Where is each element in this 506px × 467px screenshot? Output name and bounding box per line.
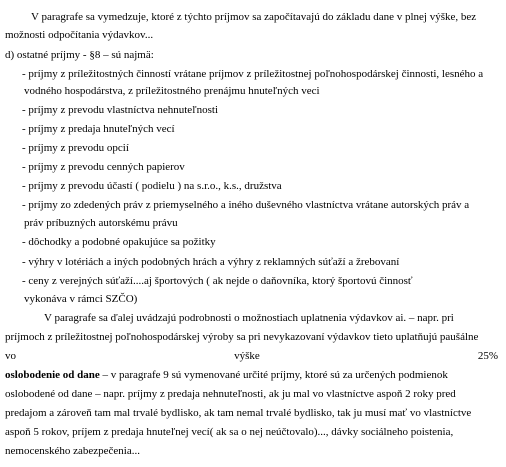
para2-word-percent: 25% <box>477 350 498 362</box>
section-d-heading: d) ostatné príjmy - §8 – sú najmä: <box>5 49 154 61</box>
list-item: - príjmy z predaja hnuteľných vecí <box>22 123 175 135</box>
list-item: - ceny z verejných súťaží....aj športových ( ak nejde o daňovníka, ktorý športovú činnosť <box>22 275 413 287</box>
list-item: - príjmy z prevodu účastí ( podielu ) na s.r.o., k.s., družstva <box>22 180 282 192</box>
list-item: - výhry v lotériách a iných podobných hrách a výhry z reklamných súťaží a žrebovaní <box>22 256 400 268</box>
para3-line-3: predajom a zároveň tam mal trvalé bydlisko, ak tam nemal trvalé bydlisko, tak ju musí mať vo vlastníctve <box>5 407 472 419</box>
para3-line-5: nemocenského zabezpečenia... <box>5 445 140 457</box>
list-item: - príjmy z príležitostných činností vrátane príjmov z príležitostnej poľnohospodárskej činnosti, lesného a <box>22 68 484 80</box>
list-item: vodného hospodárstva, z príležitostného prenájmu hnuteľných veci <box>24 85 320 97</box>
list-item: vykonáva v rámci SZČO) <box>24 293 138 305</box>
para2-line-2: príjmoch z príležitostnej poľnohospodárskej výroby sa pri nevykazovaní výdavkov tieto uplatňujú paušálne <box>5 331 479 343</box>
list-item: - príjmy z prevodu opcií <box>22 142 129 154</box>
intro-line-1 <box>31 11 498 24</box>
list-item: - príjmy z prevodu cenných papierov <box>22 161 185 173</box>
para2-word-vyske: výške <box>234 350 260 362</box>
para3-line-1 <box>5 369 448 382</box>
para3-line-1-rest: – v paragrafe 9 sú vymenované určité príjmy, ktoré sú za určených podmienok <box>99 369 448 381</box>
intro-line-2: možnosti odpočítania výdavkov... <box>5 29 154 41</box>
list-item: práv príbuzných autorskému právu <box>24 217 178 229</box>
para2-line-3 <box>5 350 498 363</box>
para3-line-2: oslobodené od dane – napr. príjmy z predaja nehnuteľnosti, ak ju mal vo vlastníctve aspoň 2 roky pred <box>5 388 456 400</box>
para3-line-4: aspoň 5 rokov, príjem z predaja hnuteľnej vecí( ak sa o nej neúčtovalo)..., dávky sociálneho poistenia, <box>5 426 454 438</box>
para2-word-vo: vo <box>5 350 16 362</box>
para2-line-1: V paragrafe sa ďalej uvádzajú podrobnosti o možnostiach uplatnenia výdavkov ai. – napr. pri <box>44 312 454 324</box>
para3-bold-term: oslobodenie od dane <box>5 369 100 381</box>
list-item: - príjmy z prevodu vlastníctva nehnuteľnosti <box>22 104 219 116</box>
list-item: - príjmy zo zdedených práv z priemyselného a iného duševného vlastníctva vrátane autorských práv a <box>22 199 470 211</box>
intro-text-1: V paragrafe sa vymedzuje, ktoré z týchto príjmov sa započítavajú do základu dane v plnej výške, bez <box>31 11 477 23</box>
list-item: - dôchodky a podobné opakujúce sa požitky <box>22 236 216 248</box>
